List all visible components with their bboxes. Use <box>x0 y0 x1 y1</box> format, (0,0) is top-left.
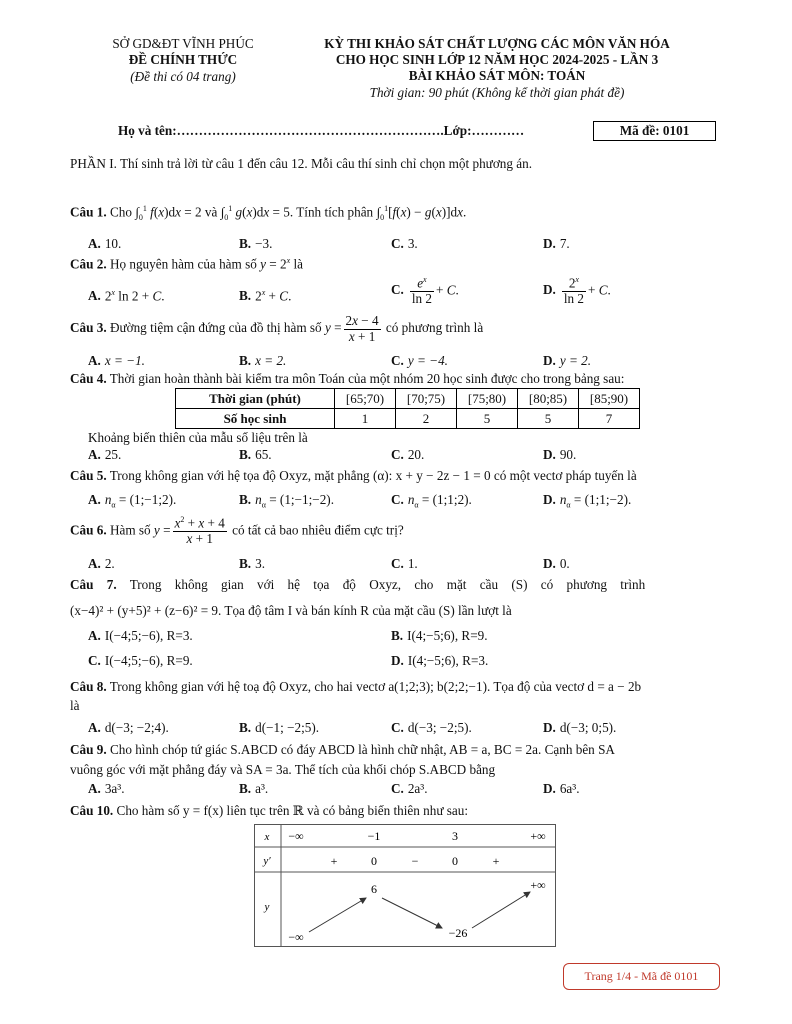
variation-table <box>254 824 556 947</box>
q6-d-text: 0. <box>559 556 570 571</box>
q8-d-text: d(−3; 0;5). <box>559 720 617 735</box>
q5-option-d[interactable]: D. $n_\alpha$ = (1;1;−2). <box>543 492 632 510</box>
q1-option-c[interactable]: C. 3. <box>391 236 418 251</box>
q7-option-b[interactable]: B. I(4;−5;6), R=9. <box>391 628 488 643</box>
bbt-x-value: −∞ <box>288 829 304 843</box>
q10-text: Cho hàm số y = f(x) liên tục trên ℝ và có bảng biến thiên như sau: <box>116 803 469 818</box>
q4-option-a[interactable]: A. 25. <box>88 447 122 462</box>
q7-line1: Trong không gian với hệ tọa độ Oxyz, cho mặt cầu (S) có phương trình <box>129 577 646 592</box>
table-cell: 1 <box>335 409 396 429</box>
bbt-x-value: 3 <box>452 829 458 843</box>
q7-a-text: I(−4;5;−6), R=3. <box>104 628 193 643</box>
bbt-y-value: −∞ <box>288 930 304 944</box>
table-row <box>176 409 640 429</box>
table-cell: 7 <box>579 409 640 429</box>
q8-a-text: d(−3; −2;4). <box>104 720 169 735</box>
q6-text: Hàm số <box>109 522 151 538</box>
option-letter: B. <box>239 236 252 251</box>
q8-option-b[interactable]: B. d(−1; −2;5). <box>239 720 320 735</box>
q1-pre: Cho <box>109 204 132 220</box>
q2-option-d[interactable]: D. $\frac{2^x}{\ln 2}$ + C. <box>543 275 611 306</box>
q3-a-text: x = −1. <box>104 353 145 368</box>
bbt-yprime-head: y′ <box>263 855 271 867</box>
q5-b-text: = (1;−1;−2). <box>269 492 334 507</box>
table-cell: [75;80) <box>457 389 518 409</box>
q3-text: Đường tiệm cận đứng của đồ thị hàm số <box>109 320 322 336</box>
q9-b-text: a³. <box>255 781 269 796</box>
q9-option-b[interactable]: B. a³. <box>239 781 269 796</box>
q1-mid: và <box>204 204 218 220</box>
bbt-sign: 0 <box>371 854 377 868</box>
table-head-time: Thời gian (phút) <box>176 389 335 409</box>
table-cell: 5 <box>518 409 579 429</box>
q4-option-d[interactable]: D. 90. <box>543 447 577 462</box>
q1-option-b[interactable]: B. −3. <box>239 236 273 251</box>
q9-line2: vuông góc với mặt phẳng đáy và SA = 3a. Thể tích của khối chóp S.ABCD bằng <box>70 762 496 777</box>
q8-tail: là <box>70 698 80 713</box>
table-cell: [85;90) <box>579 389 640 409</box>
q4-d-text: 90. <box>559 447 577 462</box>
q3-c-text: y = −4. <box>407 353 448 368</box>
q9-c-text: 2a³. <box>407 781 428 796</box>
q6-label: Câu 6. <box>70 522 107 538</box>
q6-c-text: 1. <box>407 556 418 571</box>
q2-label: Câu 2. <box>70 256 107 272</box>
q7-d-text: I(4;−5;6), R=3. <box>407 653 489 668</box>
question-9 <box>70 742 615 758</box>
q4-option-b[interactable]: B. 65. <box>239 447 272 462</box>
q10-label: Câu 10. <box>70 803 114 818</box>
q9-label: Câu 9. <box>70 742 107 757</box>
q5-text: Trong không gian với hệ tọa độ Oxyz, mặt phẳng (α): x + y − 2z − 1 = 0 có một vectơ pháp tuyến là <box>109 468 637 483</box>
table-cell: 2 <box>396 409 457 429</box>
q1-option-a[interactable]: A. 10. <box>88 236 122 251</box>
q1-post: Tính tích phân <box>296 204 374 220</box>
student-info-line: Họ và tên:…………………………………………………….Lớp:………… <box>118 123 525 138</box>
q8-option-a[interactable]: A. d(−3; −2;4). <box>88 720 169 735</box>
q5-c-text: = (1;1;2). <box>421 492 472 507</box>
q7-c-text: I(−4;5;−6), R=9. <box>104 653 193 668</box>
q7-line2: (x−4)² + (y+5)² + (z−6)² = 9. Tọa độ tâm I và bán kính R của mặt cầu (S) lần lượt là <box>70 603 512 618</box>
q6-tail: có tất cả bao nhiêu điểm cực trị? <box>232 522 404 538</box>
page-count-note: (Đề thi có 04 trang) <box>130 69 236 84</box>
q8-b-text: d(−1; −2;5). <box>255 720 320 735</box>
bbt-y-value: −26 <box>448 926 468 940</box>
bbt-y-value: 6 <box>371 882 377 896</box>
q6-option-c[interactable]: C. 1. <box>391 556 418 571</box>
question-1: Câu 1. Cho $\int_0^1$ f(x)dx = 2 và $\int_0^1$ g(x)dx = 5. Tính tích phân $\int_0^1[f(x) - g(x)]dx$. <box>70 204 467 223</box>
official-label: ĐỀ CHÍNH THỨC <box>128 52 238 67</box>
table-cell: [80;85) <box>518 389 579 409</box>
bbt-x-head: x <box>264 831 270 843</box>
q9-option-d[interactable]: D. 6a³. <box>543 781 580 796</box>
q4-c-text: 20. <box>407 447 425 462</box>
q9-a-text: 3a³. <box>104 781 125 796</box>
option-letter: D. <box>543 236 556 251</box>
q4-text: Thời gian hoàn thành bài kiểm tra môn Toán của một nhóm 20 học sinh được cho trong bảng sau: <box>109 371 625 386</box>
q3-option-b[interactable]: B. x = 2. <box>239 353 287 368</box>
table-cell: [70;75) <box>396 389 457 409</box>
q5-option-b[interactable]: B. $n_\alpha$ = (1;−1;−2). <box>239 492 334 510</box>
bbt-sign: + <box>492 854 500 868</box>
bbt-sign: 0 <box>452 854 458 868</box>
q2-tail: là <box>293 256 303 272</box>
q3-option-a[interactable]: A. x = −1. <box>88 353 145 368</box>
q3-b-text: x = 2. <box>255 353 287 368</box>
bbt-sign: + <box>330 854 338 868</box>
option-letter: A. <box>88 236 101 251</box>
q8-text: Trong không gian với hệ toạ độ Oxyz, cho hai vectơ a(1;2;3); b(2;2;−1). Tọa độ của vectơ d = a − 2b <box>109 679 642 694</box>
q7-b-text: I(4;−5;6), R=9. <box>407 628 488 643</box>
table-head-count: Số học sinh <box>176 409 335 429</box>
question-3: Câu 3. Đường tiệm cận đứng của đồ thị hàm số y = $\frac{2x - 4}{x + 1}$ có phương trình là <box>70 313 484 344</box>
q6-option-d[interactable]: D. 0. <box>543 556 570 571</box>
bbt-x-value: −1 <box>367 829 381 843</box>
bbt-y-head: y <box>264 901 270 913</box>
q3-option-d[interactable]: D. y = 2. <box>543 353 592 368</box>
school-name: SỞ GD&ĐT VĨNH PHÚC <box>112 36 254 51</box>
question-4 <box>70 371 624 387</box>
q9-line1: Cho hình chóp tứ giác S.ABCD có đáy ABCD là hình chữ nhật, AB = a, BC = 2a. Cạnh bên SA <box>109 742 615 757</box>
bbt-y-value: +∞ <box>530 878 546 892</box>
q2-option-c[interactable]: C. $\frac{e^x}{\ln 2}$ + C. <box>391 275 459 306</box>
q2-text: Họ nguyên hàm của hàm số <box>109 256 257 272</box>
q4-b-text: 65. <box>255 447 272 462</box>
q5-option-a[interactable]: A. $n_\alpha$ = (1;−1;2). <box>88 492 177 510</box>
q2-option-b[interactable]: B. $2^x + C$. <box>239 288 292 304</box>
q4-frequency-table <box>175 388 640 429</box>
q4-option-c[interactable]: C. 20. <box>391 447 425 462</box>
q9-d-text: 6a³. <box>559 781 580 796</box>
q9-option-c[interactable]: C. 2a³. <box>391 781 428 796</box>
q6-a-text: 2. <box>104 556 115 571</box>
q5-d-text: = (1;1;−2). <box>573 492 632 507</box>
q3-option-c[interactable]: C. y = −4. <box>391 353 448 368</box>
subject-line: BÀI KHẢO SÁT MÔN: TOÁN <box>408 68 586 83</box>
q2-option-a[interactable]: A. 2$^x$ ln 2 + C. <box>88 288 165 304</box>
q8-option-d[interactable]: D. d(−3; 0;5). <box>543 720 617 735</box>
bbt-sign: − <box>411 854 419 868</box>
q6-b-text: 3. <box>255 556 265 571</box>
bbt-x-value: +∞ <box>530 829 546 843</box>
q1-label: Câu 1. <box>70 204 107 220</box>
q5-a-text: = (1;−1;2). <box>118 492 177 507</box>
q1-option-d[interactable]: D. 7. <box>543 236 570 251</box>
q7-option-d[interactable]: D. I(4;−5;6), R=3. <box>391 653 489 668</box>
q4-label: Câu 4. <box>70 371 107 386</box>
page-footer: Trang 1/4 - Mã đề 0101 <box>563 963 720 990</box>
q7-option-a[interactable]: A. I(−4;5;−6), R=3. <box>88 628 193 643</box>
table-cell: 5 <box>457 409 518 429</box>
q8-option-c[interactable]: C. d(−3; −2;5). <box>391 720 472 735</box>
part1-text: PHẦN I. Thí sinh trả lời từ câu 1 đến câu 12. Mỗi câu thí sinh chỉ chọn một phương án. <box>70 156 533 171</box>
q4-a-text: 25. <box>104 447 122 462</box>
exam-subtitle: CHO HỌC SINH LỚP 12 NĂM HỌC 2024-2025 - LẦN 3 <box>335 52 659 67</box>
q7-label: Câu 7. <box>70 577 117 592</box>
q5-label: Câu 5. <box>70 468 107 483</box>
question-6: Câu 6. Hàm số y = $\frac{x^2 + x + 4}{x + 1}$ có tất cả bao nhiêu điểm cực trị? <box>70 515 404 546</box>
q6-option-b[interactable]: B. 3. <box>239 556 265 571</box>
q8-c-text: d(−3; −2;5). <box>407 720 472 735</box>
q5-option-c[interactable]: C. $n_\alpha$ = (1;1;2). <box>391 492 472 510</box>
q7-option-c[interactable]: C. I(−4;5;−6), R=9. <box>88 653 193 668</box>
option-letter: C. <box>391 236 404 251</box>
q3-label: Câu 3. <box>70 320 107 336</box>
q3-tail: có phương trình là <box>385 320 484 336</box>
q3-d-text: y = 2. <box>559 353 592 368</box>
q9-option-a[interactable]: A. 3a³. <box>88 781 125 796</box>
table-cell: [65;70) <box>335 389 396 409</box>
time-line: Thời gian: 90 phút (Không kể thời gian phát đề) <box>369 85 625 100</box>
q6-option-a[interactable]: A. 2. <box>88 556 115 571</box>
question-8 <box>70 679 641 695</box>
question-2: Câu 2. Họ nguyên hàm của hàm số $y = 2^x$ là <box>70 256 303 272</box>
question-5 <box>70 468 637 484</box>
q8-label: Câu 8. <box>70 679 107 694</box>
exam-title: KỲ THI KHẢO SÁT CHẤT LƯỢNG CÁC MÔN VĂN HÓA <box>324 36 670 51</box>
question-10 <box>70 803 468 819</box>
part1-instruction <box>70 156 532 172</box>
exam-code-box: Mã đề: 0101 <box>593 121 716 141</box>
q4-after-text: Khoảng biến thiên của mẫu số liệu trên là <box>88 430 308 445</box>
question-7 <box>70 577 645 593</box>
table-row <box>176 389 640 409</box>
